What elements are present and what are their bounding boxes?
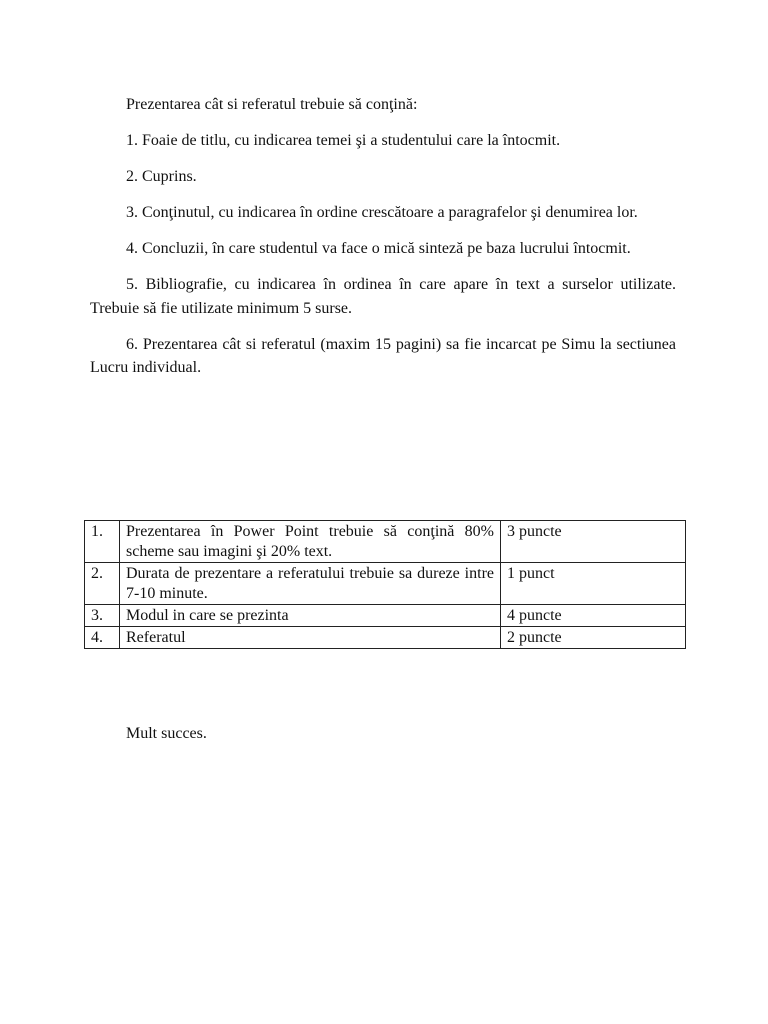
row-number: 2. xyxy=(85,563,120,605)
closing-text: Mult succes. xyxy=(126,725,207,742)
table-row xyxy=(85,605,686,627)
row-number: 4. xyxy=(85,627,120,649)
requirement-item-conclusions: 4. Concluzii, în care studentul va face o mică sinteză pe baza lucrului întocmit. xyxy=(126,240,631,257)
requirement-item-body: 3. Conţinutul, cu indicarea în ordine crescătoare a paragrafelor şi denumirea lor. xyxy=(126,204,638,221)
table-row xyxy=(85,521,686,563)
row-number: 3. xyxy=(85,605,120,627)
row-criterion: Referatul xyxy=(120,627,501,649)
requirements-section xyxy=(90,93,676,392)
row-criterion: Durata de prezentare a referatului trebuie sa dureze intre 7-10 minute. xyxy=(120,563,501,605)
requirement-item-bibliography: 5. Bibliografie, cu indicarea în ordinea în care apare în text a surselor utilizate. Trebuie să fie utilizate minimum 5 surse. xyxy=(90,276,676,317)
table-row xyxy=(85,627,686,649)
row-criterion: Prezentarea în Power Point trebuie să conţină 80% scheme sau imagini şi 20% text. xyxy=(120,521,501,563)
row-points: 1 punct xyxy=(501,563,686,605)
requirement-item-contents: 2. Cuprins. xyxy=(126,168,197,185)
row-points: 3 puncte xyxy=(501,521,686,563)
table-row xyxy=(85,563,686,605)
intro-paragraph: Prezentarea cât si referatul trebuie să conţină: xyxy=(126,96,418,113)
row-number: 1. xyxy=(85,521,120,563)
row-points: 4 puncte xyxy=(501,605,686,627)
row-points: 2 puncte xyxy=(501,627,686,649)
requirement-item-submission: 6. Prezentarea cât si referatul (maxim 15 pagini) sa fie incarcat pe Simu la sectiunea Lucru individual. xyxy=(90,335,676,376)
requirement-item-title-page: 1. Foaie de titlu, cu indicarea temei şi a studentului care la întocmit. xyxy=(126,132,561,149)
row-criterion: Modul in care se prezinta xyxy=(120,605,501,627)
grading-table xyxy=(84,520,686,649)
